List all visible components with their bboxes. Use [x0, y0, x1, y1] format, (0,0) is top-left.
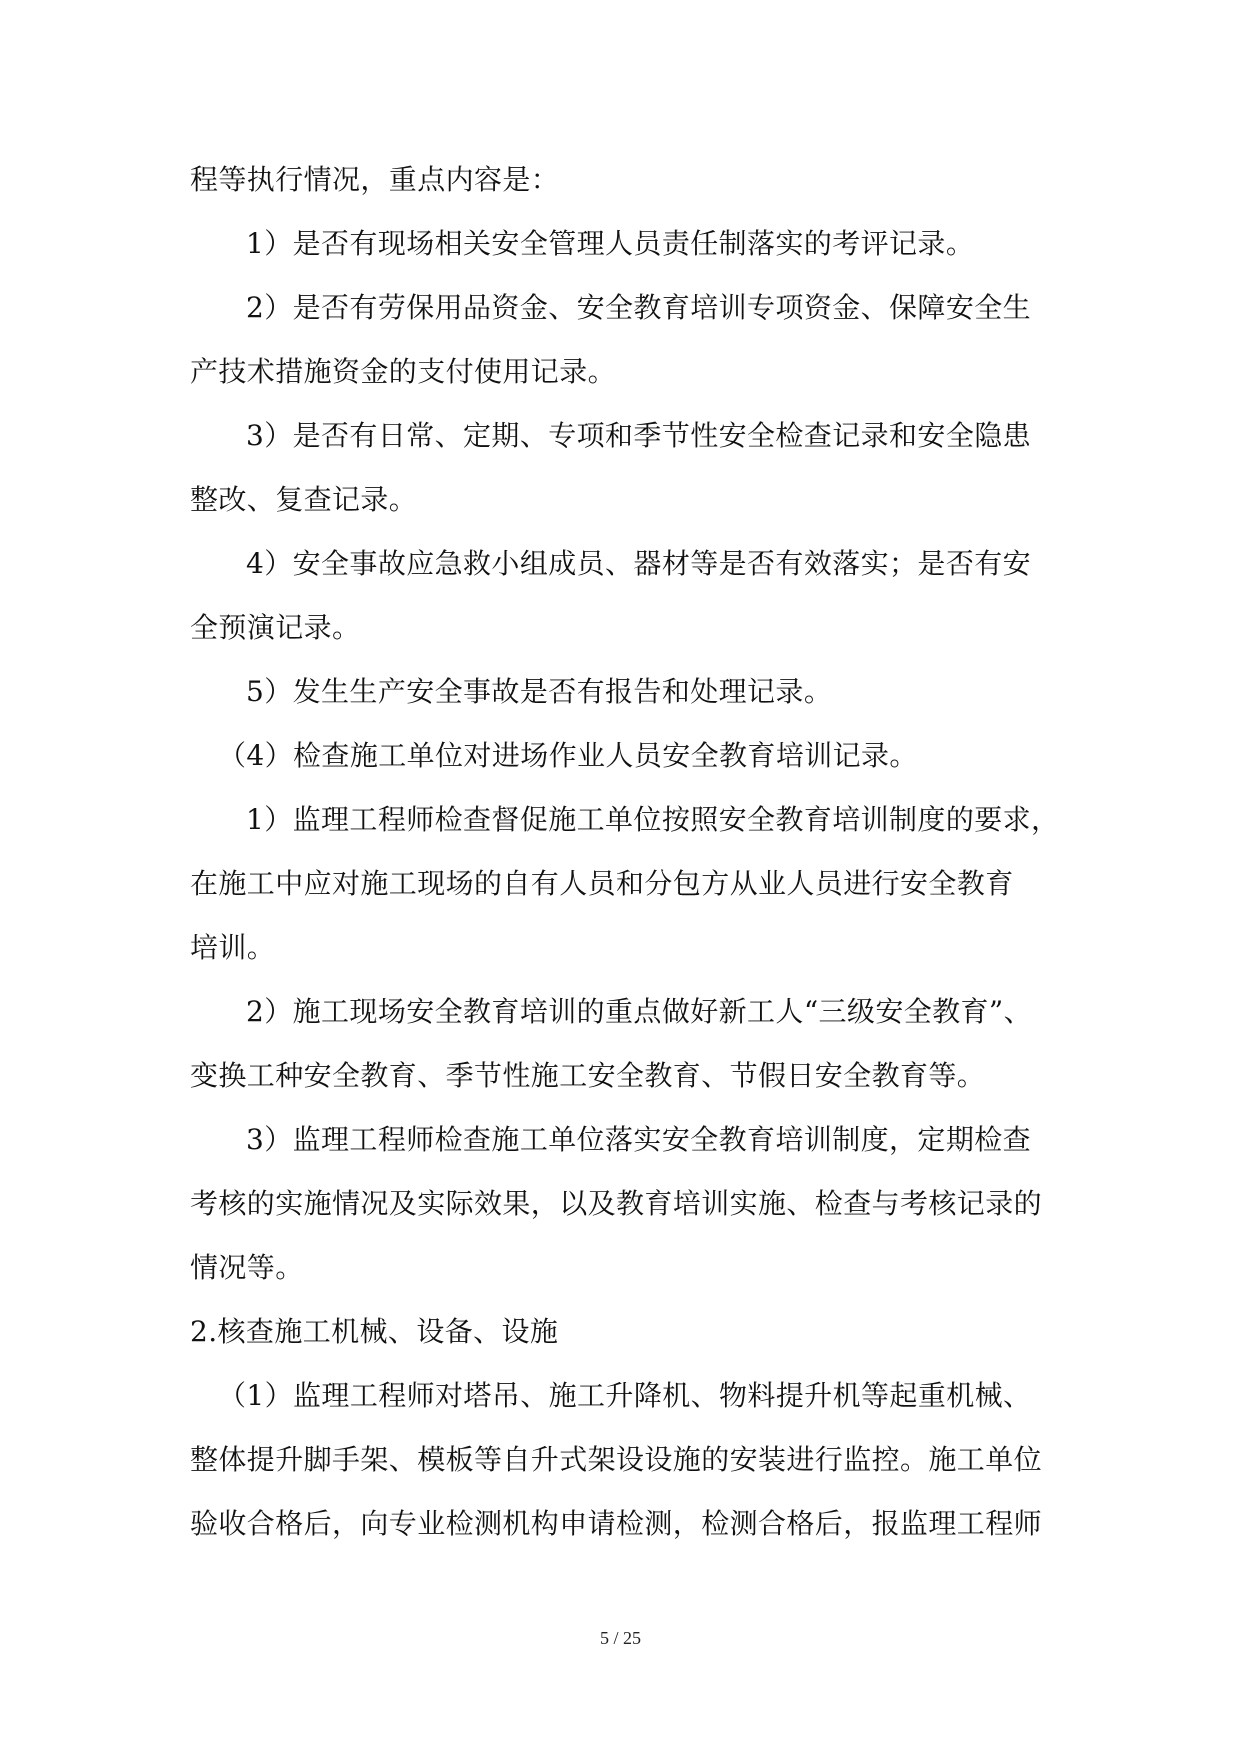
- text-line: 在施工中应对施工现场的自有人员和分包方从业人员进行安全教育: [190, 867, 1014, 900]
- text-line: 程等执行情况，重点内容是：: [190, 163, 560, 196]
- text-line: 3）监理工程师检查施工单位落实安全教育培训制度，定期检查: [246, 1123, 1032, 1156]
- text-line: 情况等。: [190, 1251, 304, 1284]
- text-line: 1）监理工程师检查督促施工单位按照安全教育培训制度的要求，: [246, 803, 1060, 836]
- section-heading: 2.核查施工机械、设备、设施: [190, 1315, 559, 1348]
- text-line: 1）是否有现场相关安全管理人员责任制落实的考评记录。: [246, 227, 975, 260]
- text-line: 培训。: [190, 931, 276, 964]
- text-line: 5）发生生产安全事故是否有报告和处理记录。: [246, 675, 833, 708]
- page-number: 5 / 25: [599, 1628, 641, 1648]
- text-line: 全预演记录。: [190, 611, 361, 644]
- section-heading: （4）检查施工单位对进场作业人员安全教育培训记录。: [218, 739, 918, 772]
- text-line: 产技术措施资金的支付使用记录。: [190, 355, 617, 388]
- text-line: 3）是否有日常、定期、专项和季节性安全检查记录和安全隐患: [246, 419, 1032, 452]
- text-line: 4）安全事故应急救小组成员、器材等是否有效落实；是否有安: [246, 547, 1032, 580]
- text-line: （1）监理工程师对塔吊、施工升降机、物料提升机等起重机械、: [218, 1379, 1032, 1412]
- text-line: 2）是否有劳保用品资金、安全教育培训专项资金、保障安全生: [246, 291, 1032, 324]
- text-line: 变换工种安全教育、季节性施工安全教育、节假日安全教育等。: [190, 1059, 986, 1092]
- text-line: 整改、复查记录。: [190, 483, 418, 516]
- text-line: 整体提升脚手架、模板等自升式架设设施的安装进行监控。施工单位: [190, 1443, 1043, 1476]
- text-line: 验收合格后，向专业检测机构申请检测，检测合格后，报监理工程师: [190, 1507, 1043, 1540]
- text-line: 2）施工现场安全教育培训的重点做好新工人“三级安全教育”、: [246, 995, 1033, 1028]
- text-line: 考核的实施情况及实际效果，以及教育培训实施、检查与考核记录的: [190, 1187, 1043, 1220]
